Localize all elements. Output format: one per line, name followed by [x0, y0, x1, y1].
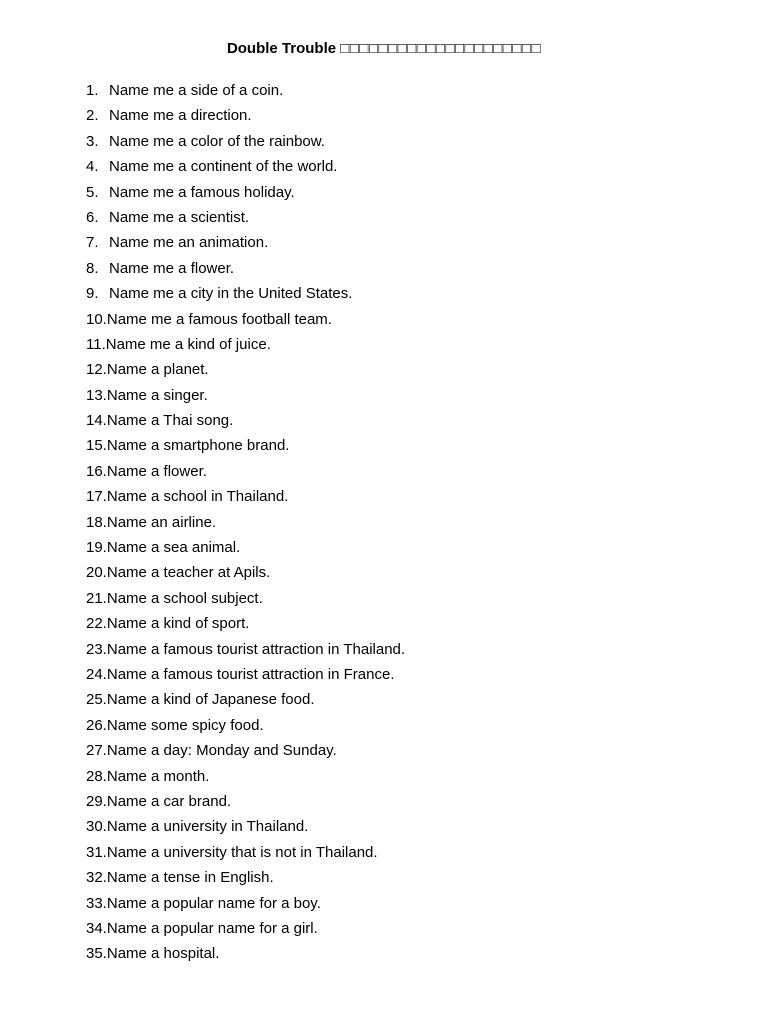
item-number: 4.	[86, 158, 99, 176]
item-text: Name a school subject.	[106, 589, 263, 607]
item-number: 5.	[86, 183, 99, 201]
title-english: Double Trouble	[226, 40, 337, 57]
list-item	[86, 713, 405, 738]
list-item	[86, 433, 405, 458]
item-number: 22.	[86, 615, 107, 633]
list-item	[86, 687, 405, 712]
item-text: Name me an animation.	[109, 234, 269, 252]
item-text: Name a tense in English.	[106, 869, 274, 887]
item-number: 19.	[86, 539, 107, 557]
item-text: Name a university that is not in Thailand.	[106, 843, 378, 861]
list-item	[86, 611, 405, 636]
item-number: 13.	[86, 386, 107, 404]
item-text: Name me a kind of juice.	[105, 335, 271, 353]
item-text: Name me a famous football team.	[106, 310, 332, 328]
item-text: Name a sea animal.	[106, 539, 241, 557]
item-text: Name a singer.	[106, 386, 208, 404]
item-text: Name a kind of Japanese food.	[106, 691, 315, 709]
item-number: 2.	[86, 107, 99, 125]
item-text: Name a school in Thailand.	[106, 488, 289, 506]
list-item	[86, 586, 405, 611]
item-number: 8.	[86, 259, 99, 277]
question-list	[86, 78, 405, 967]
item-number: 16.	[86, 462, 107, 480]
item-number: 34.	[86, 919, 107, 937]
item-number: 24.	[86, 665, 107, 683]
item-number: 7.	[86, 234, 99, 252]
item-number: 20.	[86, 564, 107, 582]
item-text: Name a day: Monday and Sunday.	[106, 742, 337, 760]
list-item	[86, 738, 405, 763]
item-number: 17.	[86, 488, 107, 506]
item-text: Name a kind of sport.	[106, 615, 250, 633]
item-text: Name a popular name for a girl.	[106, 919, 318, 937]
item-number: 3.	[86, 132, 99, 150]
item-number: 1.	[86, 82, 99, 99]
list-item	[86, 154, 405, 179]
list-item	[86, 637, 405, 662]
item-text: Name some spicy food.	[106, 716, 264, 734]
item-number: 28.	[86, 767, 107, 785]
item-number: 10.	[86, 310, 107, 328]
item-number: 29.	[86, 792, 107, 810]
list-item	[86, 941, 405, 966]
list-item	[86, 865, 405, 890]
list-item	[86, 383, 405, 408]
item-text: Name me a color of the rainbow.	[109, 132, 325, 150]
item-number: 14.	[86, 412, 107, 430]
item-text: Name a planet.	[106, 361, 209, 379]
list-item	[86, 459, 405, 484]
item-text: Name a teacher at Apils.	[106, 564, 271, 582]
list-item	[86, 891, 405, 916]
list-item	[86, 814, 405, 839]
item-number: 32.	[86, 869, 107, 887]
item-text: Name a famous tourist attraction in Thailand.	[106, 640, 406, 658]
list-item	[86, 230, 405, 255]
item-number: 27.	[86, 742, 107, 760]
item-number: 35.	[86, 945, 107, 963]
item-text: Name a month.	[106, 767, 210, 785]
list-item	[86, 205, 405, 230]
list-item	[86, 535, 405, 560]
item-text: Name me a direction.	[109, 107, 252, 125]
item-text: Name a famous tourist attraction in France.	[106, 665, 395, 683]
item-text: Name me a flower.	[109, 259, 235, 277]
list-item	[86, 408, 405, 433]
item-text: Name a car brand.	[106, 792, 232, 810]
title-unrendered-glyphs: □□□□□□□□□□□□□□□□□□□□□	[340, 40, 542, 57]
item-number: 15.	[86, 437, 107, 455]
list-item	[86, 510, 405, 535]
item-text: Name an airline.	[106, 513, 217, 531]
item-number: 12.	[86, 361, 107, 379]
item-text: Name me a side of a coin.	[109, 82, 284, 99]
list-item	[86, 560, 405, 585]
document-title	[0, 40, 768, 57]
list-item	[86, 916, 405, 941]
list-item	[86, 307, 405, 332]
item-text: Name a university in Thailand.	[106, 818, 309, 836]
item-number: 26.	[86, 716, 107, 734]
item-number: 9.	[86, 285, 99, 303]
list-item	[86, 840, 405, 865]
list-item	[86, 764, 405, 789]
item-number: 31.	[86, 843, 107, 861]
item-text: Name me a scientist.	[109, 208, 250, 226]
item-number: 33.	[86, 894, 107, 912]
list-item	[86, 662, 405, 687]
item-text: Name a Thai song.	[106, 412, 234, 430]
list-item	[86, 180, 405, 205]
item-text: Name me a famous holiday.	[109, 183, 295, 201]
list-item	[86, 281, 405, 306]
item-text: Name a smartphone brand.	[106, 437, 290, 455]
item-text: Name a popular name for a boy.	[106, 894, 321, 912]
item-text: Name me a continent of the world.	[109, 158, 338, 176]
item-number: 6.	[86, 208, 99, 226]
item-number: 18.	[86, 513, 107, 531]
item-number: 11.	[86, 335, 106, 353]
list-item	[86, 256, 405, 281]
item-number: 25.	[86, 691, 107, 709]
list-item	[86, 78, 405, 103]
list-item	[86, 332, 405, 357]
list-item	[86, 484, 405, 509]
item-number: 30.	[86, 818, 107, 836]
item-number: 21.	[86, 589, 107, 607]
item-text: Name a hospital.	[106, 945, 220, 963]
list-item	[86, 357, 405, 382]
list-item	[86, 103, 405, 128]
list-item	[86, 789, 405, 814]
item-text: Name me a city in the United States.	[109, 285, 353, 303]
item-text: Name a flower.	[106, 462, 207, 480]
list-item	[86, 129, 405, 154]
item-number: 23.	[86, 640, 107, 658]
